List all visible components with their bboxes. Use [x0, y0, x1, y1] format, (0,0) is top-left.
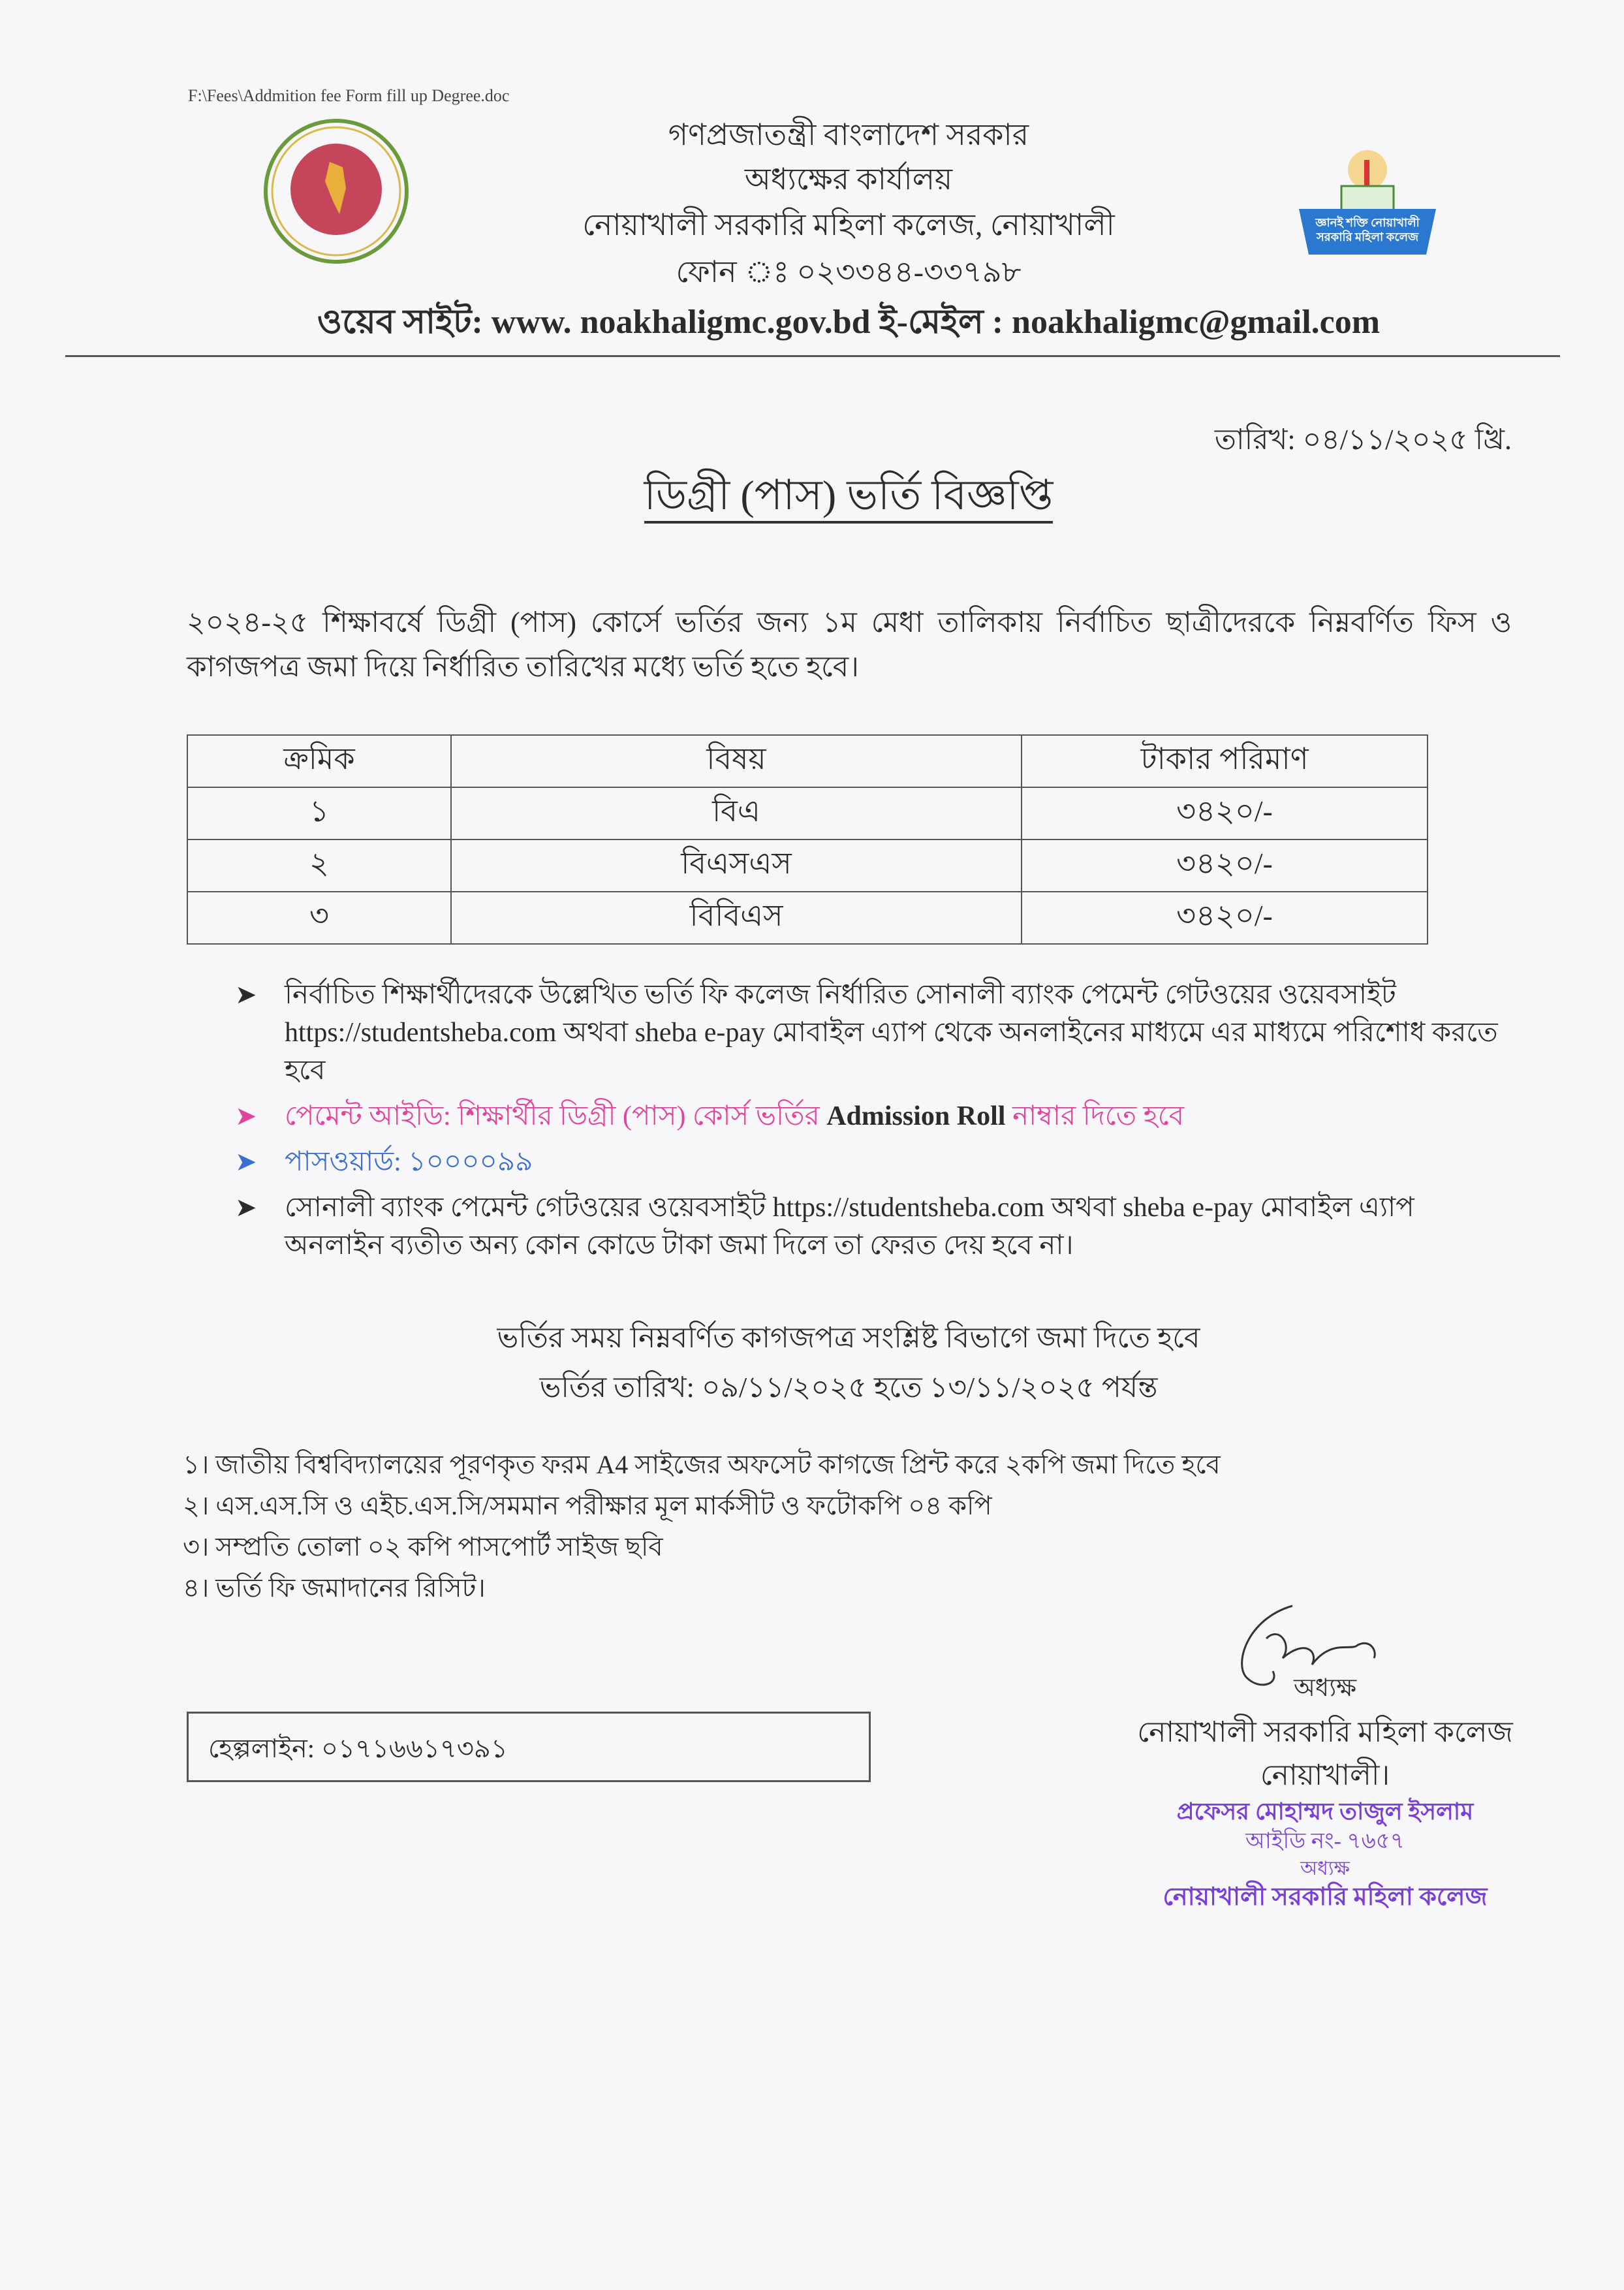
- instruction-password: ➤ পাসওয়ার্ড: ১০০০০৯৯: [235, 1143, 1514, 1181]
- cell-amount: ৩৪২০/-: [1022, 839, 1428, 892]
- cell-amount: ৩৪২০/-: [1022, 787, 1428, 839]
- admission-dates: ভর্তির তারিখ: ০৯/১১/২০২৫ হতে ১৩/১১/২০২৫ পর্যন্ত: [539, 1372, 1158, 1404]
- cell-subject: বিএসএস: [451, 839, 1022, 892]
- helpline-box: হেল্পলাইন: ০১৭১৬৬১৭৩৯১: [187, 1712, 871, 1782]
- stamp-id: আইডি নং- ৭৬৫৭: [1245, 1829, 1405, 1853]
- instruction-payment-id: ➤ পেমেন্ট আইডি: শিক্ষার্থীর ডিগ্রী (পাস) কোর্স ভর্তির Admission Roll নাম্বার দিতে হবে: [235, 1097, 1514, 1135]
- col-subject: বিষয়: [451, 735, 1022, 787]
- cell-amount: ৩৪২০/-: [1022, 892, 1428, 944]
- list-item: ৪। ভর্তি ফি জমাদানের রিসিট।: [183, 1573, 486, 1603]
- cell-serial: ১: [187, 787, 451, 839]
- cell-subject: বিবিএস: [451, 892, 1022, 944]
- header-government: গণপ্রজাতন্ত্রী বাংলাদেশ সরকার: [668, 118, 1029, 151]
- fee-table: [187, 734, 1428, 945]
- documents-heading-block: [0, 1313, 1624, 1413]
- intro-paragraph: ২০২৪-২৫ শিক্ষাবর্ষে ডিগ্রী (পাস) কোর্সে ভর্তির জন্য ১ম মেধা তালিকায় নির্বাচিত ছাত্রীদেরকে নিম্নবর্ণিত ফিস ও কাগজপত্র জমা দিয়ে নির্ধারিত তারিখের মধ্যে ভর্তি হতে হবে।: [187, 606, 1512, 683]
- table-row: [187, 839, 1428, 892]
- header-phone: ফোন ঃ ০২৩৩৪৪-৩৩৭৯৮: [676, 255, 1022, 289]
- col-amount: টাকার পরিমাণ: [1022, 735, 1428, 787]
- notice-date: তারিখ: ০৪/১১/২০২৫ খ্রি.: [1214, 424, 1512, 456]
- table-row: [187, 892, 1428, 944]
- stamp-college: নোয়াখালী সরকারি মহিলা কলেজ: [1163, 1883, 1488, 1911]
- instruction-warning: ➤ সোনালী ব্যাংক পেমেন্ট গেটওয়ের ওয়েবসাইট https://studentsheba.com অথবা sheba e-pay মোবাইল এ্যাপ অনলাইন ব্যতীত অন্য কোন কোডে টাকা জমা দিলে তা ফেরত দেয় হবে না।: [235, 1189, 1514, 1264]
- table-header-row: [187, 735, 1428, 787]
- cell-serial: ৩: [187, 892, 451, 944]
- col-serial: ক্রমিক: [187, 735, 451, 787]
- cell-subject: বিএ: [451, 787, 1022, 839]
- notice-title: ডিগ্রী (পাস) ভর্তি বিজ্ঞপ্তি: [0, 463, 1624, 533]
- list-item: ৩। সম্প্রতি তোলা ০২ কপি পাসপোর্ট সাইজ ছবি: [183, 1532, 663, 1561]
- header-divider: [65, 355, 1560, 357]
- signature-place: নোয়াখালী।: [1260, 1759, 1390, 1791]
- arrow-bullet-icon: ➤: [235, 1193, 257, 1222]
- documents-heading: ভর্তির সময় নিম্নবর্ণিত কাগজপত্র সংশ্লিষ্ট বিভাগে জমা দিতে হবে: [497, 1322, 1200, 1354]
- header-college: নোয়াখালী সরকারি মহিলা কলেজ, নোয়াখালী: [582, 208, 1115, 242]
- arrow-bullet-icon: ➤: [235, 1147, 257, 1176]
- signature-title: অধ্যক্ষ: [1293, 1674, 1356, 1702]
- arrow-bullet-icon: ➤: [235, 1101, 257, 1131]
- cell-serial: ২: [187, 839, 451, 892]
- college-logo-caption: জ্ঞানই শক্তি নোয়াখালী সরকারি মহিলা কলেজ: [1315, 216, 1420, 243]
- list-item: ১। জাতীয় বিশ্ববিদ্যালয়ের পূরণকৃত ফরম A4 সাইজের অফসেট কাগজে প্রিন্ট করে ২কপি জমা দিতে হবে: [183, 1450, 1221, 1479]
- instructions-list: [235, 976, 1514, 1272]
- signature-college: নোয়াখালী সরকারি মহিলা কলেজ: [1137, 1716, 1513, 1748]
- header-web-email: ওয়েব সাইট: www. noakhaligmc.gov.bd ই-মেইল : noakhaligmc@gmail.com: [317, 304, 1381, 341]
- documents-list: [183, 1444, 1221, 1608]
- stamp-title: অধ্যক্ষ: [1300, 1858, 1350, 1879]
- arrow-bullet-icon: ➤: [235, 980, 257, 1009]
- file-path: F:\Fees\Addmition fee Form fill up Degree.doc: [188, 86, 510, 105]
- list-item: ২। এস.এস.সি ও এইচ.এস.সি/সমমান পরীক্ষার মূল মার্কসীট ও ফটোকপি ০৪ কপি: [183, 1491, 992, 1520]
- stamp-name: প্রফেসর মোহাম্মদ তাজুল ইসলাম: [1176, 1798, 1474, 1825]
- instruction-payment: ➤ নির্বাচিত শিক্ষার্থীদেরকে উল্লেখিত ভর্তি ফি কলেজ নির্ধারিত সোনালী ব্যাংক পেমেন্ট গেটওয়ের ওয়েবসাইট https://studentsheba.com অথবা sheba e-pay মোবাইল এ্যাপ থেকে অনলাইনের মাধ্যমে এর মাধ্যমে পরিশোধ করতে হবে: [235, 976, 1514, 1090]
- header-office: অধ্যক্ষের কার্যালয়: [744, 163, 953, 196]
- table-row: [187, 787, 1428, 839]
